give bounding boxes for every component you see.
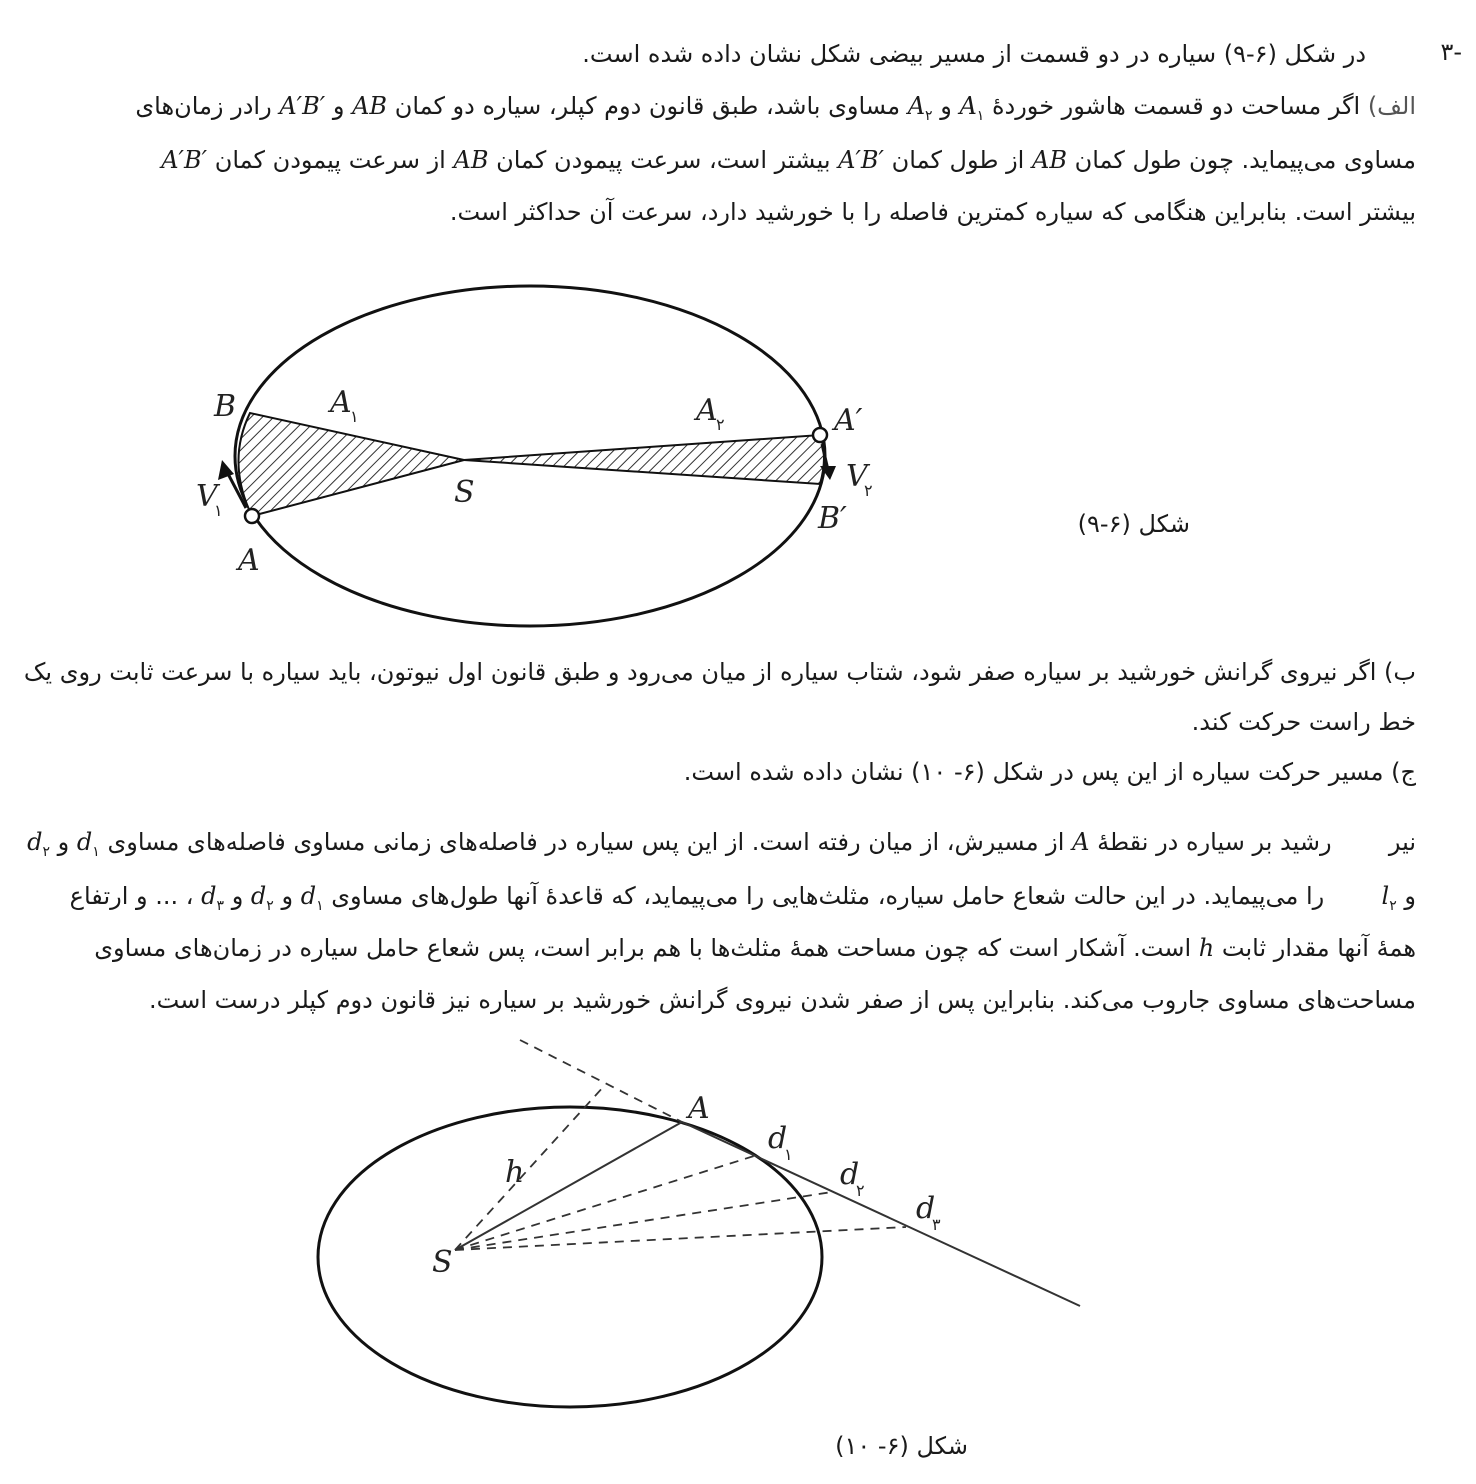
para2-text-4: مساحت‌های مساوی جاروب می‌کند. بنابراین پس از صفر شدن نیروی گرانش خورشید بر سیاره نیز قانون دوم کپلر درست است. <box>149 986 1416 1014</box>
label-d3-sub: ۳ <box>932 1215 941 1234</box>
label-A2-sub: ۲ <box>716 415 725 434</box>
point-Ap-marker <box>813 428 827 442</box>
conj-and-4: و <box>1404 882 1416 910</box>
label-A-fig2: A <box>688 1091 710 1126</box>
label-V2: V <box>846 459 868 494</box>
label-d3: d <box>916 1191 936 1226</box>
figure-1-graphics <box>196 286 873 626</box>
label-A1-sub: ۱ <box>350 407 359 426</box>
math-d2-b: $d_۲$ <box>250 882 274 914</box>
math-A1: $A_۱$ <box>959 92 985 124</box>
part-a-text-2: مساوی باشد، طبق قانون دوم کپلر، سیاره دو کمان <box>394 92 901 120</box>
radius-SA <box>455 1122 682 1250</box>
para2-line-3 <box>94 932 1416 964</box>
math-AB-2: AB <box>1032 146 1067 174</box>
part-c-text-1: ج) مسیر حرکت سیاره از این پس در شکل (۶- ۱۰) نشان داده شده است. <box>683 758 1416 786</box>
math-A2: $A_۲$ <box>907 92 933 124</box>
part-a-text-1: اگر مساحت دو قسمت هاشور خوردهٔ <box>991 92 1361 120</box>
shaded-area-A2 <box>464 435 824 484</box>
radius-d3 <box>455 1227 906 1250</box>
radius-d2 <box>455 1192 832 1250</box>
label-V1: V <box>196 479 218 514</box>
conj-and: و <box>940 92 952 120</box>
math-ApBp-3: A′B′ <box>161 146 208 174</box>
label-A2: A <box>696 393 718 428</box>
label-Bp: B′ <box>818 501 847 536</box>
tangent-path <box>682 1122 1080 1306</box>
math-l2: $l_۲$ <box>1381 882 1397 914</box>
part-b-text-1: ب) اگر نیروی گرانش خورشید بر سیاره صفر شود، شتاب سیاره از میان می‌رود و طبق قانون اول نیوتون، باید سیاره با سرعت ثابت روی یک <box>23 658 1416 686</box>
label-d1-sub: ۱ <box>784 1145 793 1164</box>
para2-text-2e: ، ... و ارتفاع <box>69 882 194 910</box>
part-a-text-6: بیشتر است، سرعت پیمودن کمان <box>496 146 831 174</box>
conj-and-3: و <box>57 828 70 856</box>
para2-line-4 <box>149 984 1416 1016</box>
conj-and-2: و <box>332 92 345 120</box>
part-a-text-4: مساوی می‌پیماید. چون طول کمان <box>1074 146 1416 174</box>
part-a-label: الف) <box>1367 92 1416 120</box>
velocity-V1-arrowhead <box>218 460 234 480</box>
math-d1: $d_۱$ <box>76 828 100 860</box>
figure-6-10-graphics <box>318 1040 1080 1407</box>
para2-text-3a: همهٔ آنها مقدار ثابت <box>1221 934 1416 962</box>
label-d2: d <box>840 1157 860 1192</box>
label-V2-sub: ۲ <box>864 481 873 500</box>
label-d2-sub: ۲ <box>856 1181 865 1200</box>
label-V1-sub: ۱ <box>214 501 223 520</box>
para2-text-1c: از مسیرش، از میان رفته است. از این پس سیاره در فاصله‌های زمانی مساوی فاصله‌های مساوی <box>107 828 1065 856</box>
part-b-line-1 <box>24 656 1416 688</box>
shaded-area-A1 <box>238 413 464 516</box>
label-h: h <box>505 1155 525 1190</box>
math-d2: $d_۲$ <box>27 828 51 860</box>
intro-text: در شکل (۶-۹) سیاره در دو قسمت از مسیر بیضی شکل نشان داده شده است. <box>582 40 1366 68</box>
para2-text-2b: را می‌پیماید. در این حالت شعاع حامل سیاره، مثلث‌هایی را می‌پیماید، که قاعدهٔ آنها طول‌های مساوی <box>331 882 1325 910</box>
part-b-line-2 <box>1192 706 1416 738</box>
math-AB-3: AB <box>453 146 489 174</box>
conj-and-6: و <box>231 882 244 910</box>
math-ApBp: A′B′ <box>279 92 326 120</box>
conj-and-5: و <box>281 882 294 910</box>
question-number: -۳ <box>1440 38 1462 66</box>
label-A1: A <box>330 385 352 420</box>
part-a-text-5: از طول کمان <box>891 146 1025 174</box>
label-Ap: A′ <box>834 403 863 438</box>
figure-6-10-caption: شکل (۶- ۱۰) <box>835 1432 968 1460</box>
label-d1: d <box>768 1121 788 1156</box>
point-A-marker <box>245 509 259 523</box>
part-b-text-2: خط راست حرکت کند. <box>1191 708 1416 736</box>
para2-line-2 <box>70 880 1416 922</box>
para2-line-1 <box>27 826 1416 868</box>
label-S-fig2: S <box>432 1245 453 1280</box>
math-AB: AB <box>352 92 388 120</box>
label-A: A <box>238 543 260 578</box>
para2-text-3b: است. آشکار است که چون مساحت همهٔ مثلث‌ها با هم برابر است، پس شعاع حامل سیاره در زمان‌های مساوی <box>94 934 1192 962</box>
label-S: S <box>454 475 475 510</box>
radius-d1 <box>455 1156 754 1250</box>
math-h: h <box>1198 934 1215 962</box>
tangent-path-dashed <box>520 1040 682 1122</box>
part-c-line-1 <box>684 756 1416 788</box>
math-A-para2: A <box>1072 828 1090 856</box>
math-d3-b: $d_۳$ <box>201 882 225 914</box>
part-a-text-3: رادر زمان‌های <box>135 92 272 120</box>
math-ApBp-2: A′B′ <box>838 146 885 174</box>
figure-6-9-caption: شکل (۶-۹) <box>1077 510 1190 538</box>
part-a-text-7: از سرعت پیمودن کمان <box>214 146 446 174</box>
math-d1-b: $d_۱$ <box>300 882 324 914</box>
para2-text-1b: ‌رشید بر سیاره در نقطهٔ <box>1097 828 1332 856</box>
label-B: B <box>214 389 237 424</box>
part-a-text-8: بیشتر است. بنابراین هنگامی که سیاره کمترین فاصله را با خورشید دارد، سرعت آن حداکثر است. <box>449 198 1416 226</box>
para2-text-1a: نیر <box>1388 828 1416 856</box>
